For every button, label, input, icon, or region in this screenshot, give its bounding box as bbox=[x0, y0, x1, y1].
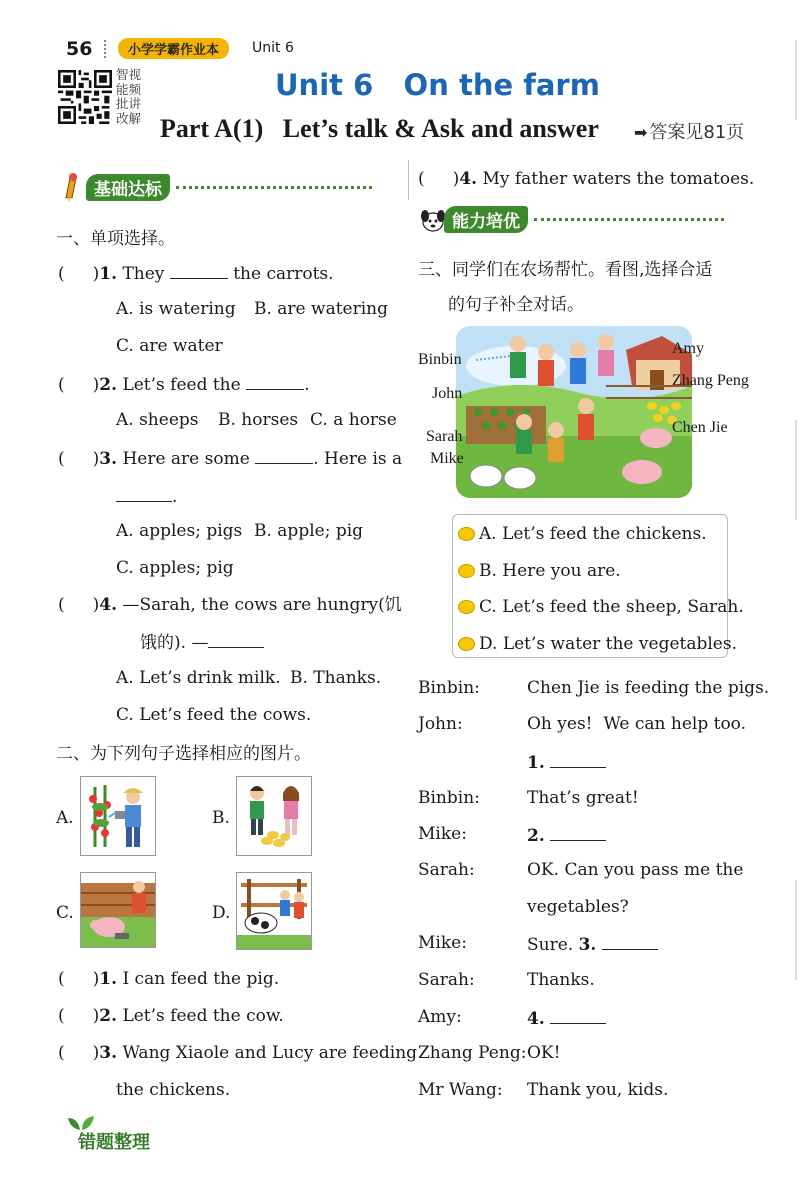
q1-option-c[interactable]: C. are water bbox=[116, 336, 223, 356]
question-2: ( )2. Let’s feed the . bbox=[58, 375, 310, 395]
dialog-blank-4: 4. bbox=[527, 1007, 606, 1029]
smiley-icon bbox=[458, 637, 475, 651]
watering-tomatoes-image bbox=[81, 777, 155, 855]
farm-scene-image bbox=[456, 326, 692, 498]
line-sarah-1b: vegetables? bbox=[527, 897, 629, 917]
line-binbin-1: Chen Jie is feeding the pigs. bbox=[527, 678, 770, 698]
answer-blank[interactable] bbox=[246, 373, 304, 390]
match-question-4: ( )4. My father waters the tomatoes. bbox=[418, 169, 755, 189]
question-4: ( )4. —Sarah, the cows are hungry(饥 bbox=[58, 595, 402, 615]
question-4-line2: 饿的). — bbox=[140, 631, 264, 653]
smiley-icon bbox=[458, 564, 475, 578]
q2-option-b[interactable]: B. horses bbox=[218, 410, 299, 430]
question-1: ( )1. They the carrots. bbox=[58, 264, 334, 284]
speaker-sarah-2: Sarah: bbox=[418, 970, 475, 990]
speaker-binbin-2: Binbin: bbox=[418, 788, 480, 808]
part3-heading-line1: 三、同学们在农场帮忙。看图,选择合适 bbox=[418, 260, 713, 280]
picture-label-b: B. bbox=[212, 808, 230, 828]
answer-blank[interactable] bbox=[550, 1007, 606, 1024]
section-basic-label: 基础达标 bbox=[86, 174, 170, 201]
q1-option-b[interactable]: B. are watering bbox=[254, 299, 388, 319]
speaker-zhang-peng: Zhang Peng: bbox=[418, 1043, 527, 1063]
answer-blank[interactable] bbox=[550, 751, 606, 768]
speaker-mike: Mike: bbox=[418, 824, 467, 844]
page-edge-marks bbox=[790, 0, 800, 1191]
qr-caption: 智视能频批讲改解 bbox=[116, 67, 142, 126]
scene-label-amy: Amy bbox=[672, 340, 704, 357]
answer-blank[interactable] bbox=[170, 262, 228, 279]
q2-option-a[interactable]: A. sheeps bbox=[116, 410, 199, 430]
picture-c[interactable] bbox=[80, 872, 156, 948]
scene-label-sarah: Sarah bbox=[426, 428, 463, 445]
line-sarah-1: OK. Can you pass me the bbox=[527, 860, 744, 880]
feeding-cow-image bbox=[237, 873, 311, 949]
q3-option-b[interactable]: B. apple; pig bbox=[254, 521, 364, 541]
dialog-option-a[interactable]: A. Let’s feed the chickens. bbox=[458, 524, 707, 544]
q1-option-a[interactable]: A. is watering bbox=[116, 299, 236, 319]
speaker-amy: Amy: bbox=[418, 1007, 462, 1027]
match-question-2: ( )2. Let’s feed the cow. bbox=[58, 1006, 284, 1026]
picture-label-d: D. bbox=[212, 903, 231, 923]
arrow-right-icon: ➡ bbox=[634, 123, 648, 142]
question-3: ( )3. Here are some . Here is a bbox=[58, 449, 403, 469]
line-sarah-2: Thanks. bbox=[527, 970, 595, 990]
column-divider bbox=[408, 160, 409, 200]
line-john: Oh yes! We can help too. bbox=[527, 714, 747, 734]
scene-label-mike: Mike bbox=[430, 450, 464, 467]
line-mr-wang: Thank you, kids. bbox=[527, 1080, 669, 1100]
qr-code-icon[interactable] bbox=[58, 70, 112, 124]
q4-option-b[interactable]: B. Thanks. bbox=[290, 668, 382, 688]
scene-label-chen-jie: Chen Jie bbox=[672, 419, 728, 436]
line-mike-2: Sure. 3. bbox=[527, 933, 658, 955]
dialog-option-b[interactable]: B. Here you are. bbox=[458, 561, 621, 581]
dialog-blank-1: 1. bbox=[527, 751, 606, 773]
match-question-1: ( )1. I can feed the pig. bbox=[58, 969, 280, 989]
answer-blank[interactable] bbox=[208, 631, 264, 648]
line-binbin-2: That’s great! bbox=[527, 788, 639, 808]
answer-blank[interactable] bbox=[116, 485, 172, 502]
dialog-option-d[interactable]: D. Let’s water the vegetables. bbox=[458, 634, 737, 654]
q3-option-a[interactable]: A. apples; pigs bbox=[116, 521, 243, 541]
q4-option-a[interactable]: A. Let’s drink milk. bbox=[116, 668, 281, 688]
error-review-title: 错题整理 bbox=[78, 1132, 150, 1153]
q3-option-c[interactable]: C. apples; pig bbox=[116, 558, 234, 578]
section-basic bbox=[60, 174, 372, 200]
smiley-icon bbox=[458, 600, 475, 614]
feeding-pig-image bbox=[81, 873, 155, 947]
farm-illustration bbox=[456, 326, 692, 498]
q4-option-c[interactable]: C. Let’s feed the cows. bbox=[116, 705, 312, 725]
scene-label-binbin: Binbin bbox=[418, 351, 462, 368]
scene-label-john: John bbox=[432, 385, 463, 402]
scene-label-zhang-peng: Zhang Peng bbox=[672, 372, 749, 389]
section-divider bbox=[534, 218, 724, 221]
q2-option-c[interactable]: C. a horse bbox=[310, 410, 397, 430]
line-zhang-peng: OK! bbox=[527, 1043, 561, 1063]
picture-a[interactable] bbox=[80, 776, 156, 856]
question-3-line2: . bbox=[116, 485, 177, 507]
picture-b[interactable] bbox=[236, 776, 312, 856]
page-number: 56 bbox=[66, 38, 93, 60]
speaker-mr-wang: Mr Wang: bbox=[418, 1080, 503, 1100]
part3-heading-line2: 的句子补全对话。 bbox=[448, 295, 584, 315]
picture-label-a: A. bbox=[56, 808, 74, 828]
section-ability bbox=[418, 206, 724, 232]
answer-blank[interactable] bbox=[550, 824, 606, 841]
part-title: Part A(1) Let’s talk & Ask and answer bbox=[160, 114, 599, 143]
picture-d[interactable] bbox=[236, 872, 312, 950]
header-separator bbox=[104, 40, 106, 58]
match-question-3-line2: the chickens. bbox=[116, 1080, 231, 1100]
speaker-mike-2: Mike: bbox=[418, 933, 467, 953]
part2-heading: 二、为下列句子选择相应的图片。 bbox=[56, 744, 311, 764]
answer-reference-text: 答案见81页 bbox=[649, 122, 745, 143]
smiley-icon bbox=[458, 527, 475, 541]
speaker-binbin: Binbin: bbox=[418, 678, 480, 698]
speaker-sarah: Sarah: bbox=[418, 860, 475, 880]
dialog-option-c[interactable]: C. Let’s feed the sheep, Sarah. bbox=[458, 597, 744, 617]
book-name-badge: 小学学霸作业本 bbox=[118, 38, 229, 59]
section-ability-label: 能力培优 bbox=[444, 206, 528, 233]
match-question-3: ( )3. Wang Xiaole and Lucy are feeding bbox=[58, 1043, 418, 1063]
feeding-chickens-image bbox=[237, 777, 311, 855]
answer-reference bbox=[634, 118, 744, 144]
answer-blank[interactable] bbox=[602, 933, 658, 950]
header-unit-label: Unit 6 bbox=[252, 40, 294, 56]
answer-blank[interactable] bbox=[255, 447, 313, 464]
speaker-john: John: bbox=[418, 714, 463, 734]
unit-title: Unit 6 On the farm bbox=[275, 68, 600, 102]
section-divider bbox=[176, 186, 372, 189]
picture-label-c: C. bbox=[56, 903, 74, 923]
dialog-blank-2: 2. bbox=[527, 824, 606, 846]
part1-heading: 一、单项选择。 bbox=[56, 229, 175, 249]
